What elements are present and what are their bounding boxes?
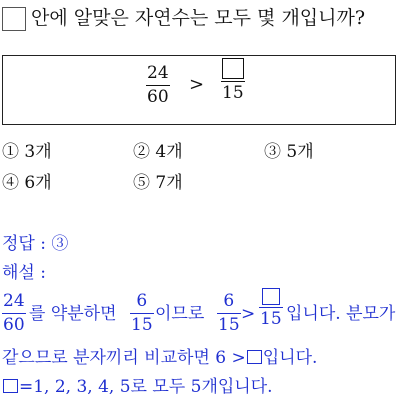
option-4-label: 6개 bbox=[24, 173, 52, 193]
option-5[interactable] bbox=[133, 173, 183, 193]
fraction-left bbox=[146, 63, 170, 107]
option-4-mark: ④ bbox=[2, 173, 19, 193]
fraction-bar bbox=[217, 313, 241, 314]
explanation-text: =1, 2, 3, 4, 5로 모두 5개입니다. bbox=[19, 377, 273, 397]
blank-box bbox=[247, 350, 262, 364]
denominator: 60 bbox=[3, 315, 25, 336]
denominator: 15 bbox=[218, 315, 240, 336]
explanation-text: 같으므로 분자끼리 비교하면 6 > bbox=[2, 348, 246, 368]
answer-label: 정답 : bbox=[2, 234, 46, 254]
greater-than-sign: > bbox=[189, 74, 205, 95]
fraction-bar bbox=[130, 313, 154, 314]
explanation-text: 입니다. 분모가 bbox=[286, 304, 396, 324]
option-3-mark: ③ bbox=[264, 142, 281, 162]
option-4[interactable] bbox=[2, 173, 52, 193]
blank-box bbox=[262, 288, 280, 305]
denominator: 15 bbox=[260, 309, 282, 330]
numerator: 6 bbox=[136, 291, 148, 311]
explanation-label: 해설 : bbox=[2, 263, 46, 283]
blank-box bbox=[3, 379, 18, 393]
option-5-label: 7개 bbox=[155, 173, 183, 193]
fraction-24-60 bbox=[2, 291, 26, 335]
expression-box bbox=[2, 55, 396, 125]
option-1-mark: ① bbox=[2, 142, 19, 162]
explanation-line-3 bbox=[2, 376, 273, 398]
fraction-left-denominator: 60 bbox=[147, 87, 169, 108]
greater-than-sign: > bbox=[241, 304, 256, 324]
option-2-label: 4개 bbox=[155, 142, 183, 162]
explanation-text: 입니다. bbox=[262, 348, 318, 368]
fraction-bar bbox=[146, 85, 170, 86]
fraction-6-15 bbox=[130, 291, 154, 335]
numerator: 6 bbox=[223, 291, 235, 311]
option-2[interactable] bbox=[133, 142, 183, 162]
option-3-label: 5개 bbox=[286, 142, 314, 162]
fraction-right-denominator: 15 bbox=[222, 83, 244, 104]
fraction-bar bbox=[221, 81, 245, 82]
explanation-text: 를 약분하면 bbox=[29, 304, 117, 324]
answer-blank-box bbox=[2, 7, 26, 31]
option-2-mark: ② bbox=[133, 142, 150, 162]
fraction-blank-15 bbox=[259, 288, 283, 329]
numerator-blank-box bbox=[222, 58, 244, 79]
fraction-left-numerator: 24 bbox=[147, 63, 169, 83]
option-3[interactable] bbox=[264, 142, 314, 162]
answer-line bbox=[2, 233, 68, 255]
numerator: 24 bbox=[3, 291, 25, 311]
fraction-right bbox=[221, 58, 245, 103]
explanation-line-2 bbox=[2, 347, 317, 369]
option-5-mark: ⑤ bbox=[133, 173, 150, 193]
question-text: 안에 알맞은 자연수는 모두 몇 개입니까? bbox=[31, 7, 366, 29]
option-1-label: 3개 bbox=[24, 142, 52, 162]
answer-value: ③ bbox=[51, 234, 69, 254]
fraction-bar bbox=[259, 307, 283, 308]
fraction-bar bbox=[2, 313, 26, 314]
denominator: 15 bbox=[131, 315, 153, 336]
fraction-6-15 bbox=[217, 291, 241, 335]
explanation-text: 이므로 bbox=[155, 304, 205, 324]
option-1[interactable] bbox=[2, 142, 52, 162]
explanation-line-1 bbox=[2, 291, 400, 341]
